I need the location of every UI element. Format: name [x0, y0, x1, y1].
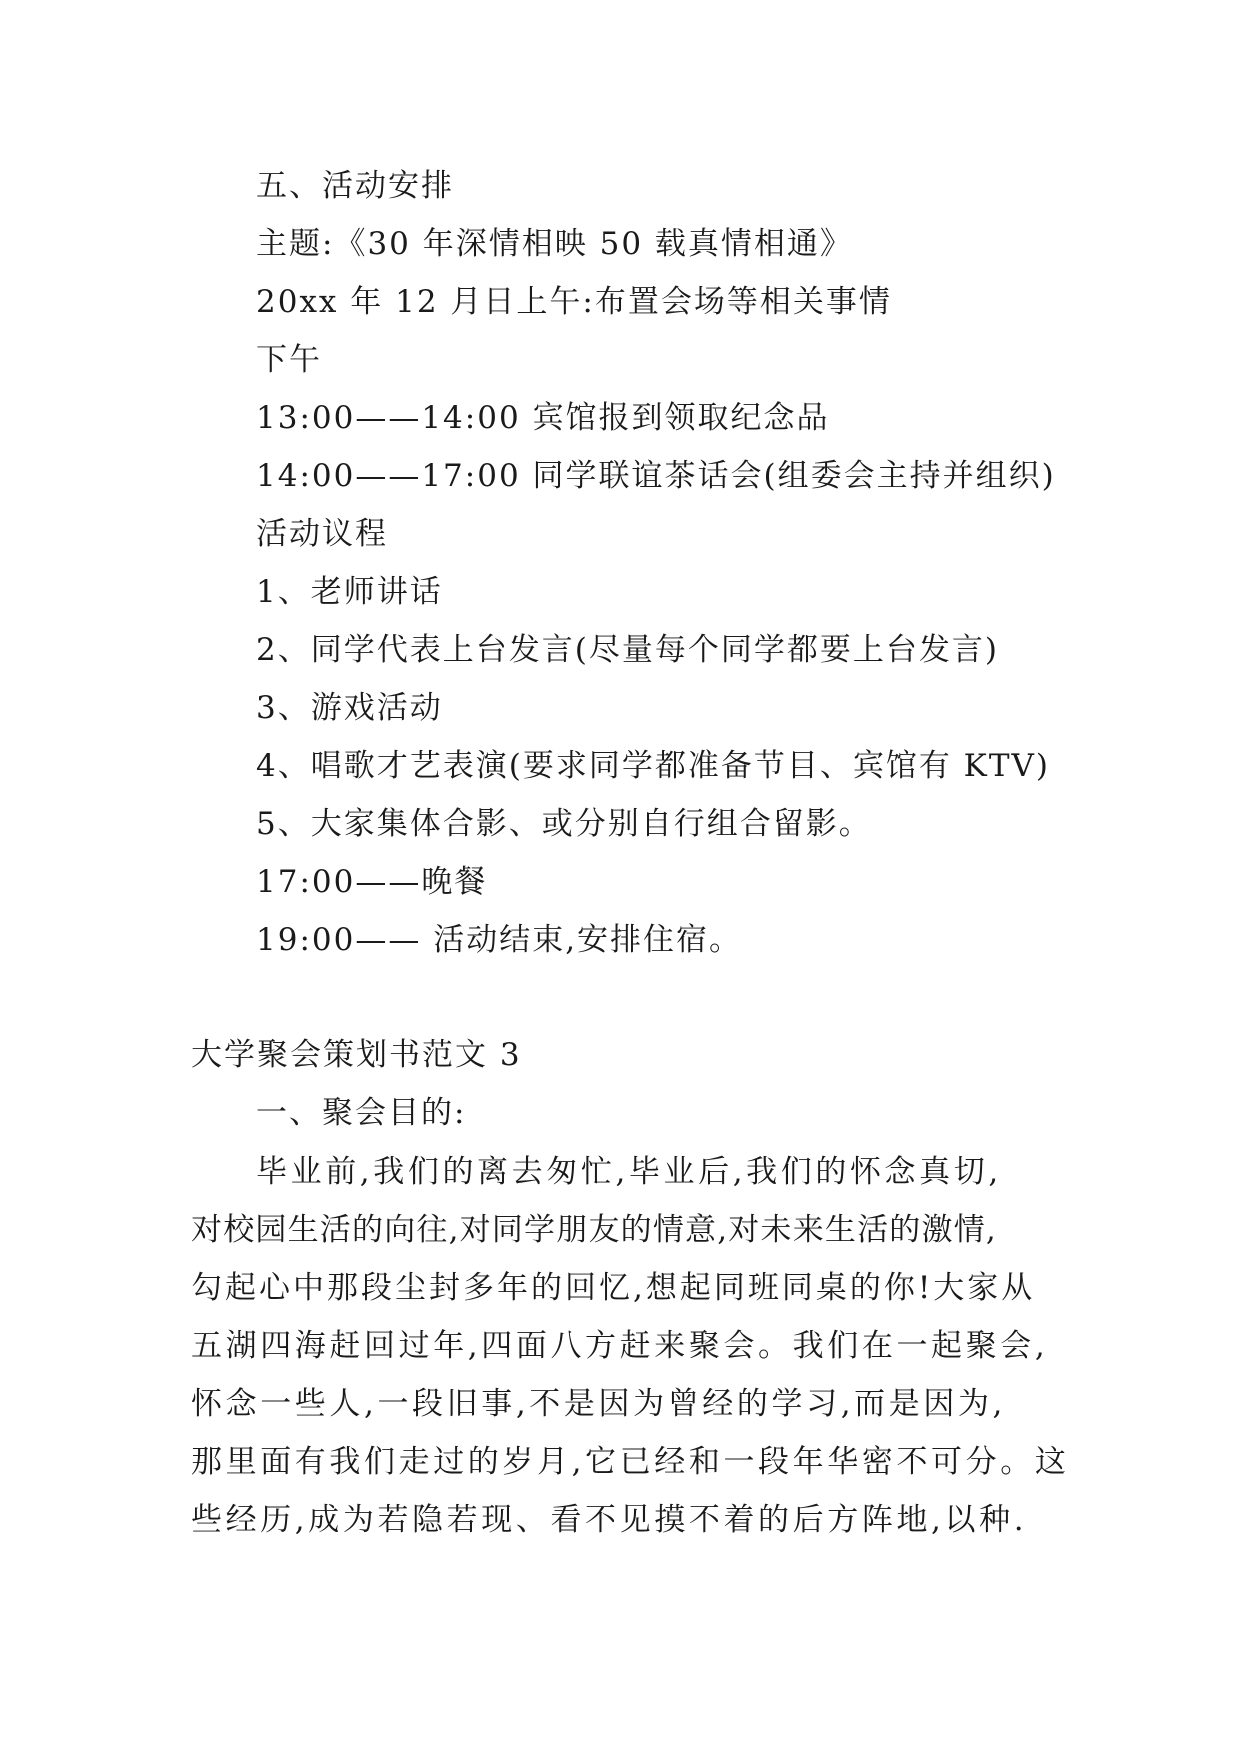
agenda-heading: 活动议程: [256, 516, 388, 552]
agenda-item-2: 2、同学代表上台发言(尽量每个同学都要上台发言): [256, 632, 999, 668]
section-title: 大学聚会策划书范文 3: [191, 1037, 522, 1073]
schedule-line-registration: 13:00——14:00 宾馆报到领取纪念品: [256, 400, 830, 436]
agenda-item-1: 1、老师讲话: [256, 574, 443, 610]
paragraph-line: 勾起心中那段尘封多年的回忆,想起同班同桌的你!大家从: [191, 1270, 1036, 1306]
agenda-item-3: 3、游戏活动: [256, 690, 443, 726]
theme-line: 主题:《30 年深情相映 50 载真情相通》: [256, 226, 853, 262]
paragraph-line: 五湖四海赶回过年,四面八方赶来聚会。我们在一起聚会,: [191, 1328, 1049, 1364]
schedule-line-tea-party: 14:00——17:00 同学联谊茶话会(组委会主持并组织): [256, 458, 1056, 494]
paragraph-line: 对校园生活的向往,对同学朋友的情意,对未来生活的激情,: [191, 1212, 997, 1248]
schedule-line-end: 19:00—— 活动结束,安排住宿。: [256, 922, 743, 958]
paragraph-line: 些经历,成为若隐若现、看不见摸不着的后方阵地,以种.: [191, 1502, 1028, 1538]
section-heading-activity-arrangement: 五、活动安排: [256, 168, 454, 204]
afternoon-label: 下午: [256, 342, 322, 378]
paragraph-line: 那里面有我们走过的岁月,它已经和一段年华密不可分。这: [191, 1444, 1070, 1480]
subheading-purpose: 一、聚会目的:: [256, 1095, 467, 1131]
agenda-item-4: 4、唱歌才艺表演(要求同学都准备节目、宾馆有 KTV): [256, 748, 1050, 784]
paragraph-line: 怀念一些人,一段旧事,不是因为曾经的学习,而是因为,: [191, 1386, 1007, 1422]
paragraph-line: 毕业前,我们的离去匆忙,毕业后,我们的怀念真切,: [256, 1154, 1002, 1190]
schedule-line-dinner: 17:00——晚餐: [256, 864, 488, 900]
morning-schedule-line: 20xx 年 12 月日上午:布置会场等相关事情: [256, 284, 892, 320]
agenda-item-5: 5、大家集体合影、或分别自行组合留影。: [256, 806, 872, 842]
